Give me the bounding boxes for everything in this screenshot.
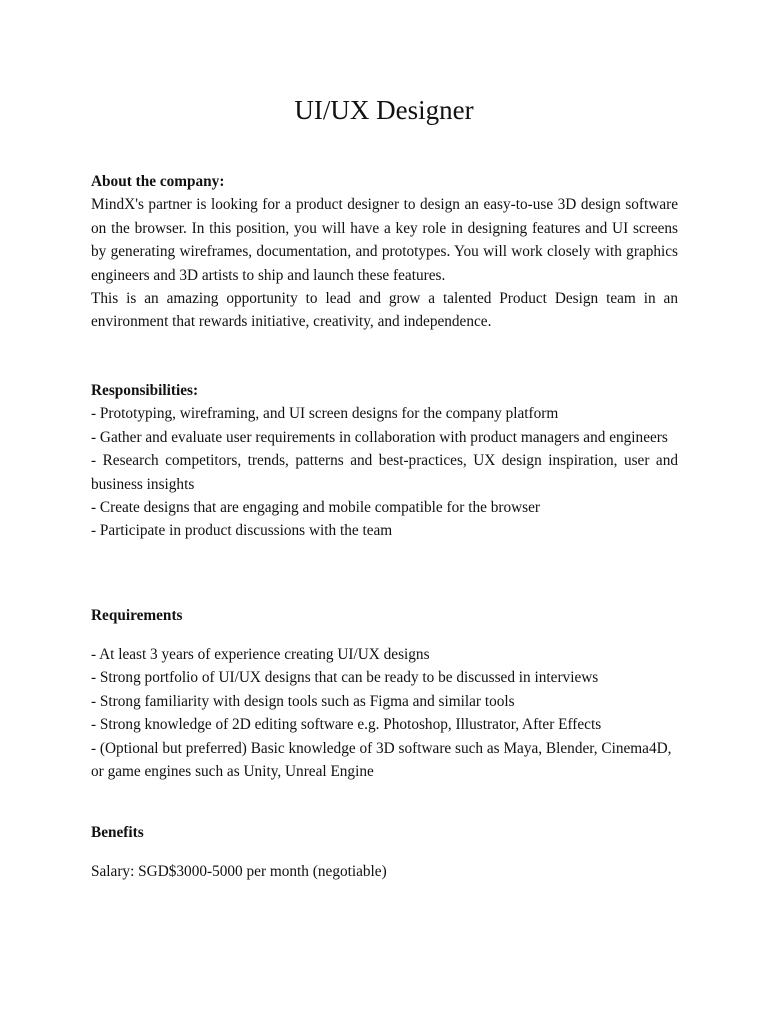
salary-text: Salary: SGD$3000-5000 per month (negotiable) <box>91 863 387 880</box>
about-heading: About the company: <box>91 173 225 190</box>
about-paragraph-1: MindX's partner is looking for a product designer to design an easy-to-use 3D design software on the browser. In this position, you will have a key role in designing features and UI screens by generating wireframes, documentation, and prototypes. You will work closely with graphics engineers and 3D artists to ship and launch these features. <box>91 196 678 284</box>
list-item: - Strong familiarity with design tools such as Figma and similar tools <box>91 692 515 710</box>
requirements-heading: Requirements <box>91 607 183 624</box>
list-item: - Prototyping, wireframing, and UI screen designs for the company platform <box>91 405 559 423</box>
list-item: - Create designs that are engaging and mobile compatible for the browser <box>91 499 540 517</box>
list-item: - Research competitors, trends, patterns and best-practices, UX design inspiration, user and business insights <box>91 452 678 493</box>
about-section <box>91 170 678 334</box>
responsibilities-heading: Responsibilities: <box>91 382 199 399</box>
benefits-section <box>91 821 678 844</box>
list-item: - Strong knowledge of 2D editing software e.g. Photoshop, Illustrator, After Effects <box>91 716 602 734</box>
salary-block <box>91 860 678 883</box>
list-item: - Participate in product discussions with the team <box>91 522 393 540</box>
list-item: - At least 3 years of experience creating UI/UX designs <box>91 646 430 663</box>
responsibilities-list <box>91 402 678 542</box>
requirements-section <box>91 604 678 627</box>
requirements-list-block <box>91 643 678 783</box>
about-paragraph-2: This is an amazing opportunity to lead and grow a talented Product Design team in an environment that rewards initiative, creativity, and independence. <box>91 290 678 331</box>
list-item: - Strong portfolio of UI/UX designs that can be ready to be discussed in interviews <box>91 669 599 687</box>
responsibilities-section <box>91 379 678 543</box>
benefits-heading: Benefits <box>91 824 144 841</box>
list-item: - (Optional but preferred) Basic knowledge of 3D software such as Maya, Blender, Cinema4D, or game engines such as Unity, Unreal Engine <box>91 739 672 781</box>
list-item: - Gather and evaluate user requirements in collaboration with product managers and engineers <box>91 428 668 446</box>
page-title: UI/UX Designer <box>294 95 474 125</box>
requirements-list <box>91 643 678 783</box>
